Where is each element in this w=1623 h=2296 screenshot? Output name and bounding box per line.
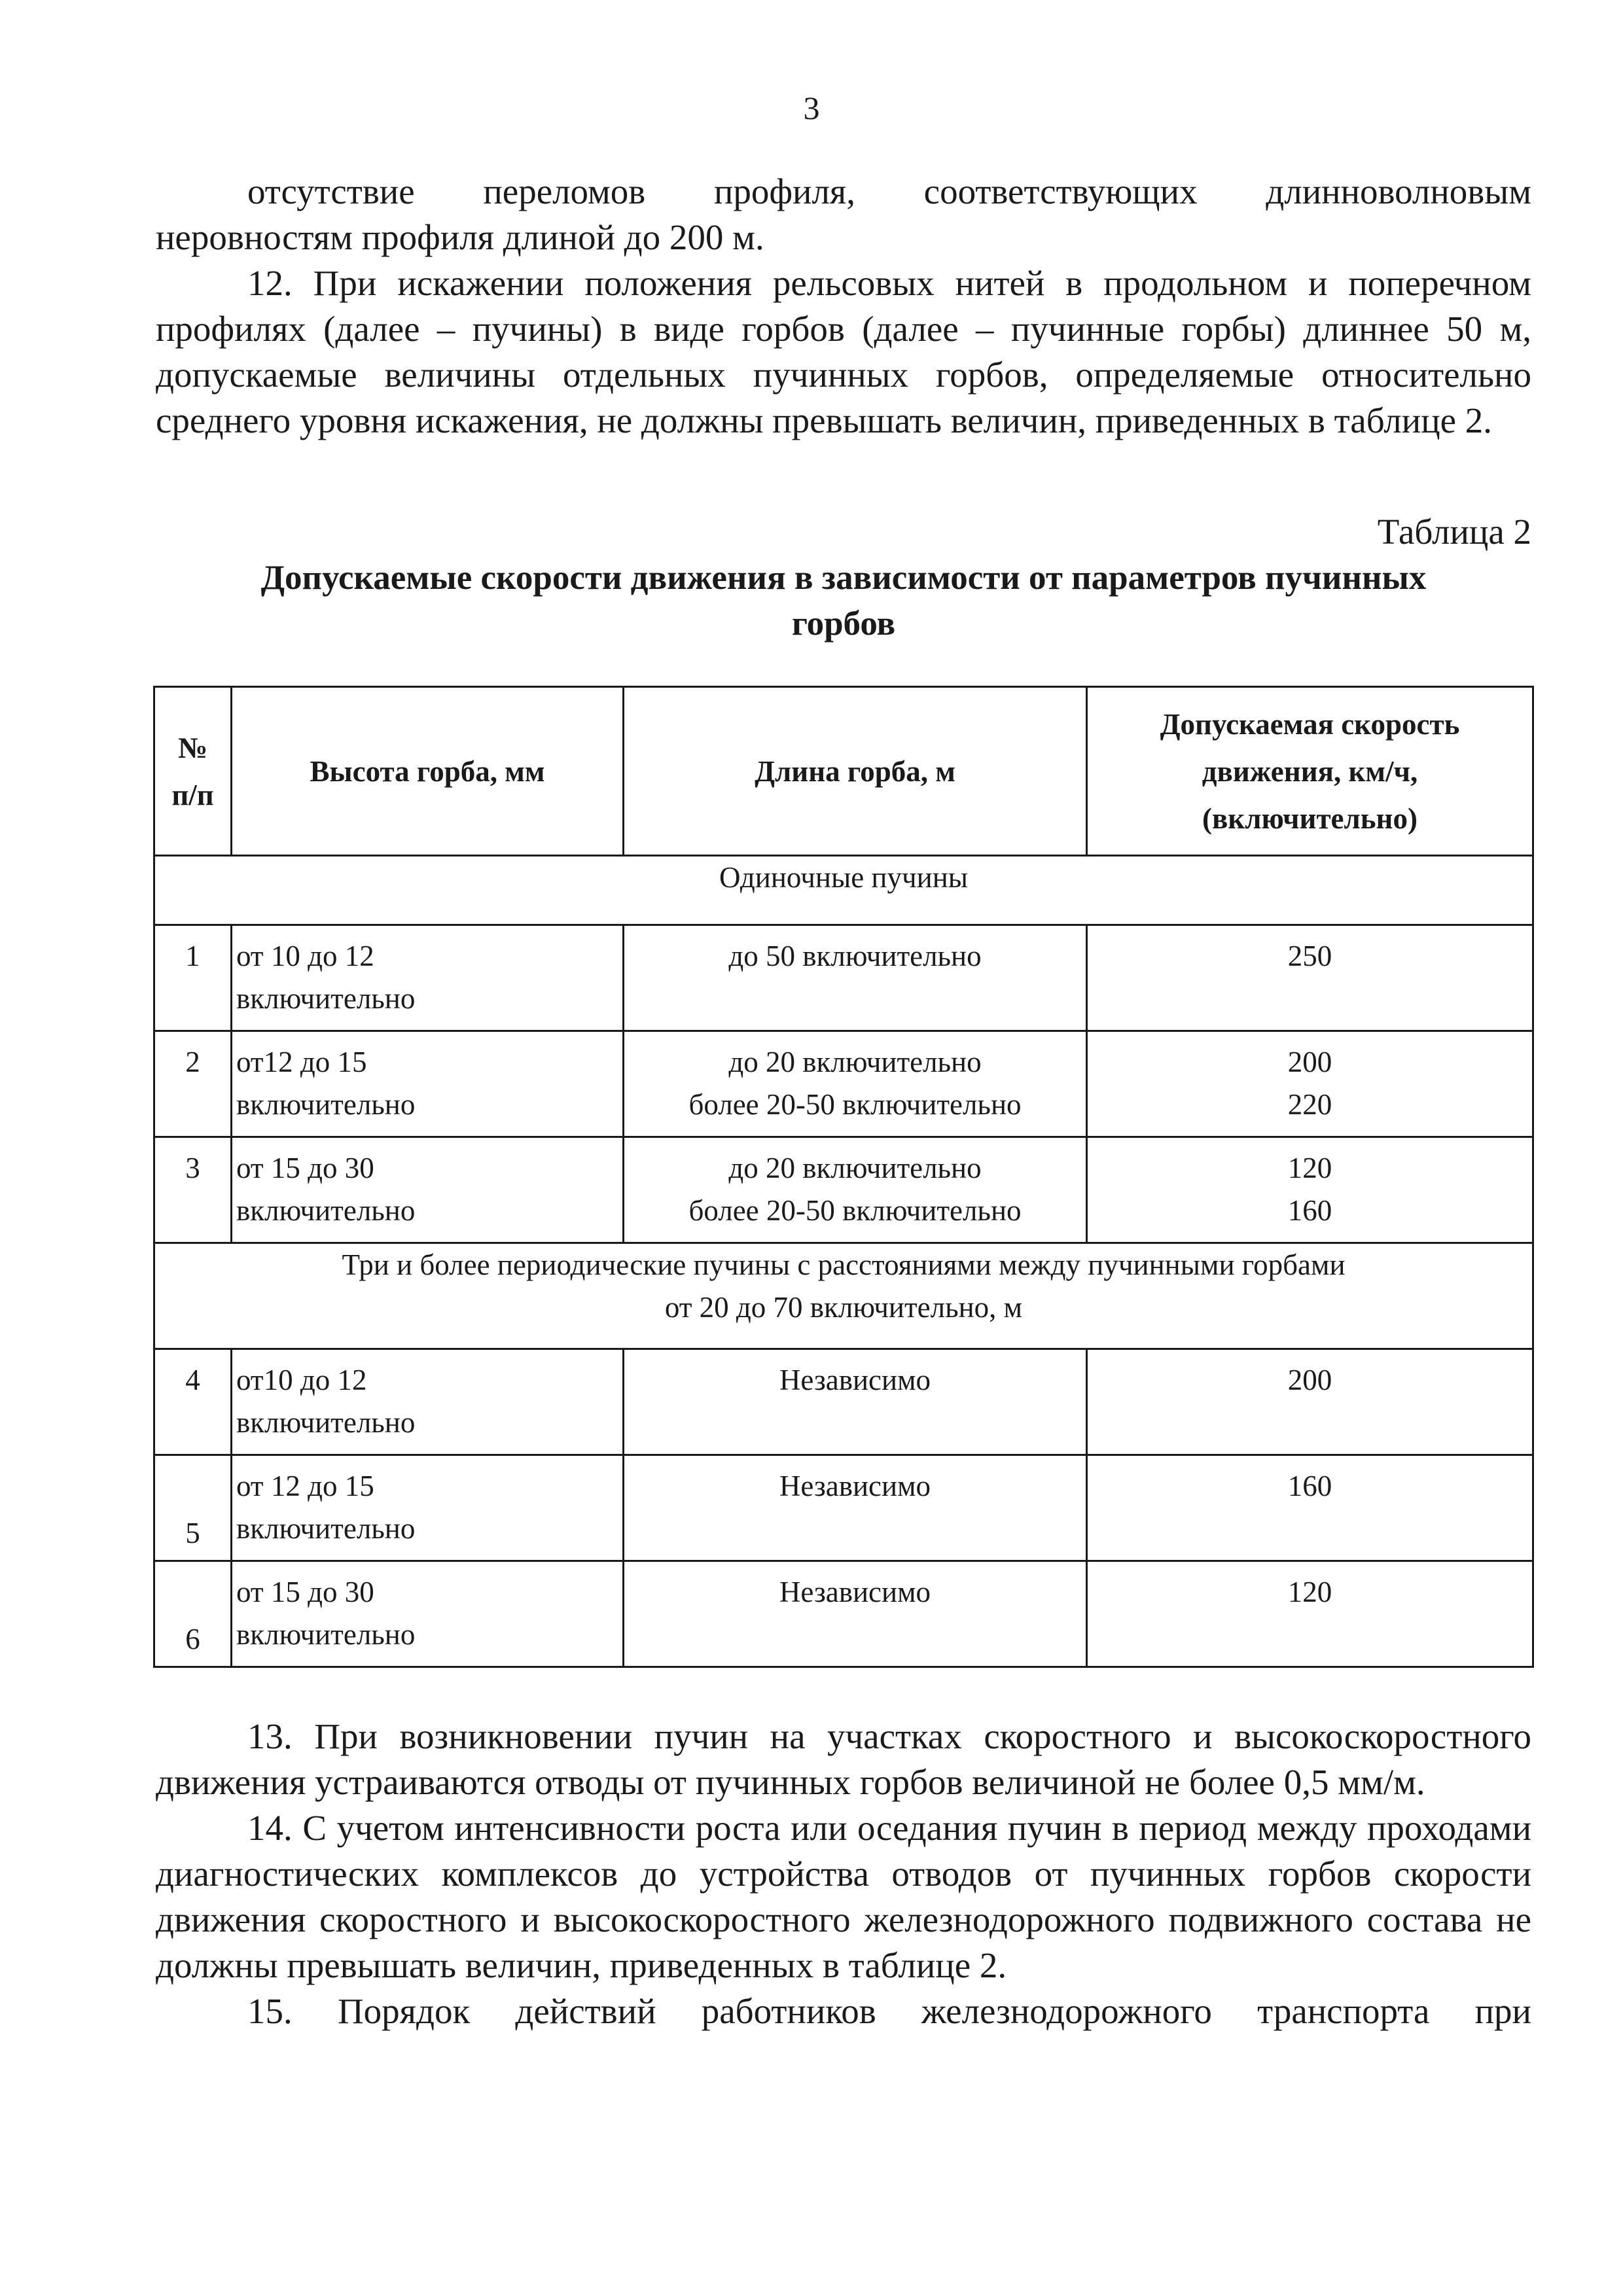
cell-num: 4 xyxy=(154,1349,232,1455)
header-height: Высота горба, мм xyxy=(232,687,624,856)
cell-num: 1 xyxy=(154,925,232,1031)
cell-speed: 250 xyxy=(1087,925,1533,1031)
table-row xyxy=(154,1031,1533,1137)
cell-height: от 15 до 30 включительно xyxy=(232,1561,624,1667)
page-number: 3 xyxy=(803,90,820,126)
cell-length: до 50 включительно xyxy=(624,925,1087,1031)
cell-length: Независимо xyxy=(624,1349,1087,1455)
cell-num: 2 xyxy=(154,1031,232,1137)
paragraph-continued xyxy=(156,169,1531,215)
cell-num: 6 xyxy=(154,1561,232,1667)
cell-speed: 120 160 xyxy=(1087,1137,1533,1243)
table-title-line1: Допускаемые скорости движения в зависимости от параметров пучинных xyxy=(260,559,1427,597)
cell-speed: 160 xyxy=(1087,1455,1533,1561)
cell-height: от12 до 15 включительно xyxy=(232,1031,624,1137)
header-length: Длина горба, м xyxy=(624,687,1087,856)
table-title xyxy=(156,555,1531,646)
table-row xyxy=(154,1349,1533,1455)
group-periodic: Три и более периодические пучины с расстояниями между пучинными горбами от 20 до 70 включительно, м xyxy=(154,1243,1533,1349)
paragraph-14: 14. С учетом интенсивности роста или оседания пучин в период между проходами диагностических комплексов до устройства отводов от пучинных горбов скорости движения скоростного и высокоскоростного железнодорожного подвижного состава не должны превышать величин, приведенных в таблице 2. xyxy=(156,1808,1531,1985)
table-header-row xyxy=(154,687,1533,856)
paragraph-continued-line1: отсутствие переломов профиля, соответствующих длинноволновым xyxy=(247,171,1531,211)
cell-length: Независимо xyxy=(624,1561,1087,1667)
cell-num: 3 xyxy=(154,1137,232,1243)
table-group-row xyxy=(154,856,1533,925)
paragraph-15: 15. Порядок действий работников железнодорожного транспорта при xyxy=(247,1991,1531,2031)
table-group-row xyxy=(154,1243,1533,1349)
header-num: № п/п xyxy=(154,687,232,856)
group-single: Одиночные пучины xyxy=(154,856,1533,925)
table-row xyxy=(154,1455,1533,1561)
cell-height: от 12 до 15 включительно xyxy=(232,1455,624,1561)
cell-length: до 20 включительно более 20-50 включительно xyxy=(624,1031,1087,1137)
paragraph-12: 12. При искажении положения рельсовых нитей в продольном и поперечном профилях (далее – пучины) в виде горбов (далее – пучинные горбы) длиннее 50 м, допускаемые величины отдельных пучинных горбов, определяемые относительно среднего уровня искажения, не должны превышать величин, приведенных в таблице 2. xyxy=(156,263,1531,440)
document-body xyxy=(156,169,1531,2034)
cell-length: Независимо xyxy=(624,1455,1087,1561)
table-label: Таблица 2 xyxy=(1377,512,1531,552)
cell-speed: 200 220 xyxy=(1087,1031,1533,1137)
speed-table xyxy=(153,686,1534,1668)
table-row xyxy=(154,1561,1533,1667)
header-speed: Допускаемая скорость движения, км/ч, (включительно) xyxy=(1087,687,1533,856)
cell-height: от 10 до 12 включительно xyxy=(232,925,624,1031)
table-title-line2: горбов xyxy=(791,605,896,643)
table-row xyxy=(154,925,1533,1031)
table-row xyxy=(154,1137,1533,1243)
cell-speed: 200 xyxy=(1087,1349,1533,1455)
cell-height: от10 до 12 включительно xyxy=(232,1349,624,1455)
cell-height: от 15 до 30 включительно xyxy=(232,1137,624,1243)
paragraph-13: 13. При возникновении пучин на участках скоростного и высокоскоростного движения устраиваются отводы от пучинных горбов величиной не более 0,5 мм/м. xyxy=(156,1716,1531,1802)
cell-length: до 20 включительно более 20-50 включительно xyxy=(624,1137,1087,1243)
cell-speed: 120 xyxy=(1087,1561,1533,1667)
cell-num: 5 xyxy=(154,1455,232,1561)
paragraph-continued-end: неровностям профиля длиной до 200 м. xyxy=(156,217,764,257)
